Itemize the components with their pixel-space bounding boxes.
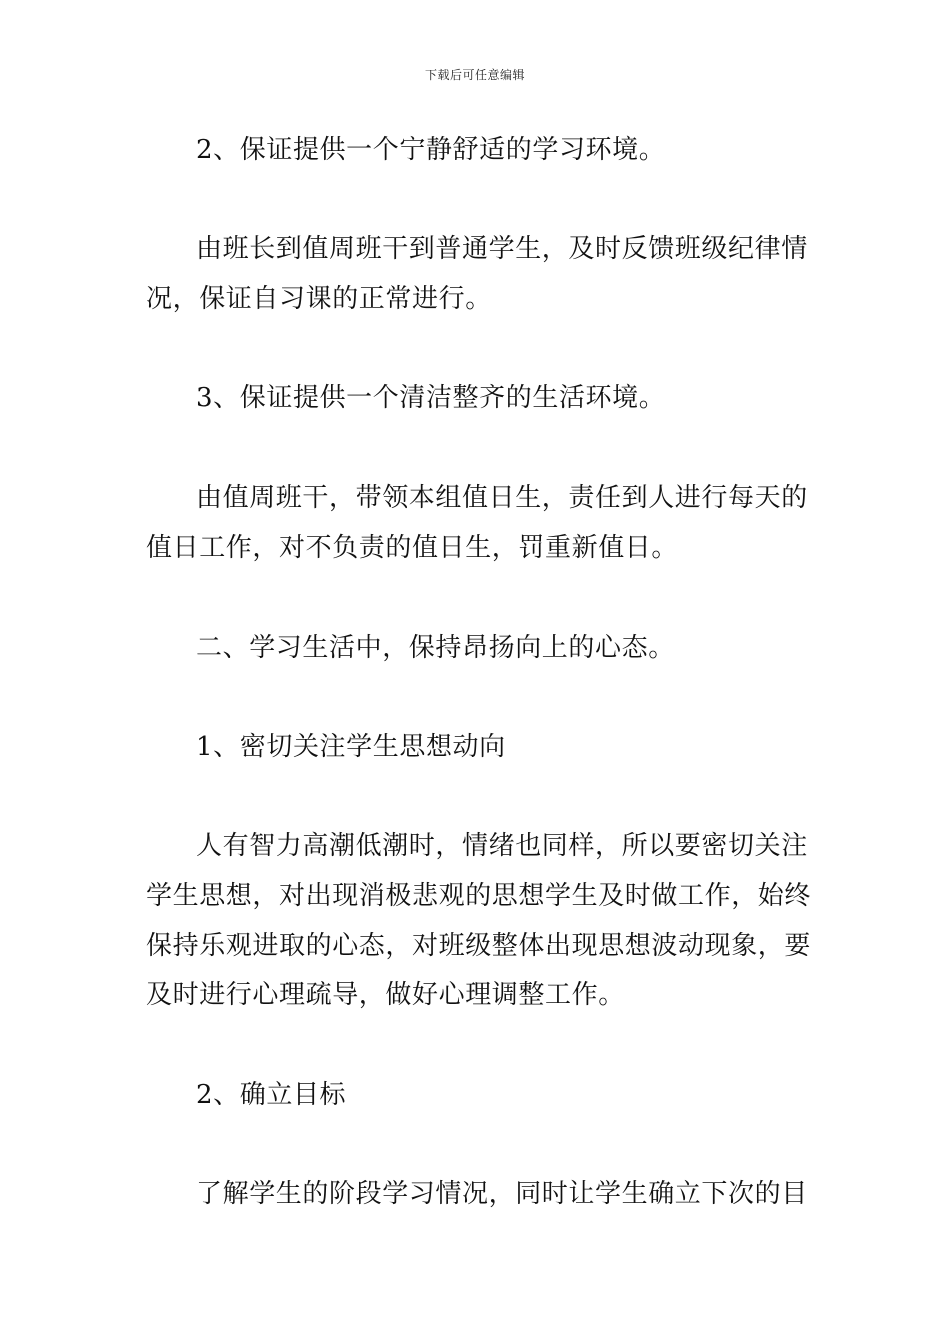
text-line-9: 人有智力高潮低潮时，情绪也同样，所以要密切关注 <box>196 831 808 861</box>
text-line-8: 1、密切关注学生思想动向 <box>196 732 506 762</box>
text-line-7: 二、学习生活中，保持昂扬向上的心态。 <box>196 633 675 663</box>
text-line-5: 由值周班干，带领本组值日生，责任到人进行每天的 <box>196 483 808 513</box>
text-line-12: 及时进行心理疏导，做好心理调整工作。 <box>146 980 625 1010</box>
text-line-3: 况，保证自习课的正常进行。 <box>146 284 492 314</box>
header-note: 下载后可任意编辑 <box>424 68 525 82</box>
text-line-14: 了解学生的阶段学习情况，同时让学生确立下次的目 <box>196 1179 808 1209</box>
text-line-2: 由班长到值周班干到普通学生，及时反馈班级纪律情 <box>196 234 808 264</box>
text-line-11: 保持乐观进取的心态，对班级整体出现思想波动现象，要 <box>146 931 812 961</box>
text-line-13: 2、确立目标 <box>196 1080 347 1110</box>
text-line-1: 2、保证提供一个宁静舒适的学习环境。 <box>196 135 666 165</box>
text-line-10: 学生思想，对出现消极悲观的思想学生及时做工作，始终 <box>146 881 812 911</box>
text-line-4: 3、保证提供一个清洁整齐的生活环境。 <box>196 383 666 413</box>
text-line-6: 值日工作，对不负责的值日生，罚重新值日。 <box>146 533 679 563</box>
